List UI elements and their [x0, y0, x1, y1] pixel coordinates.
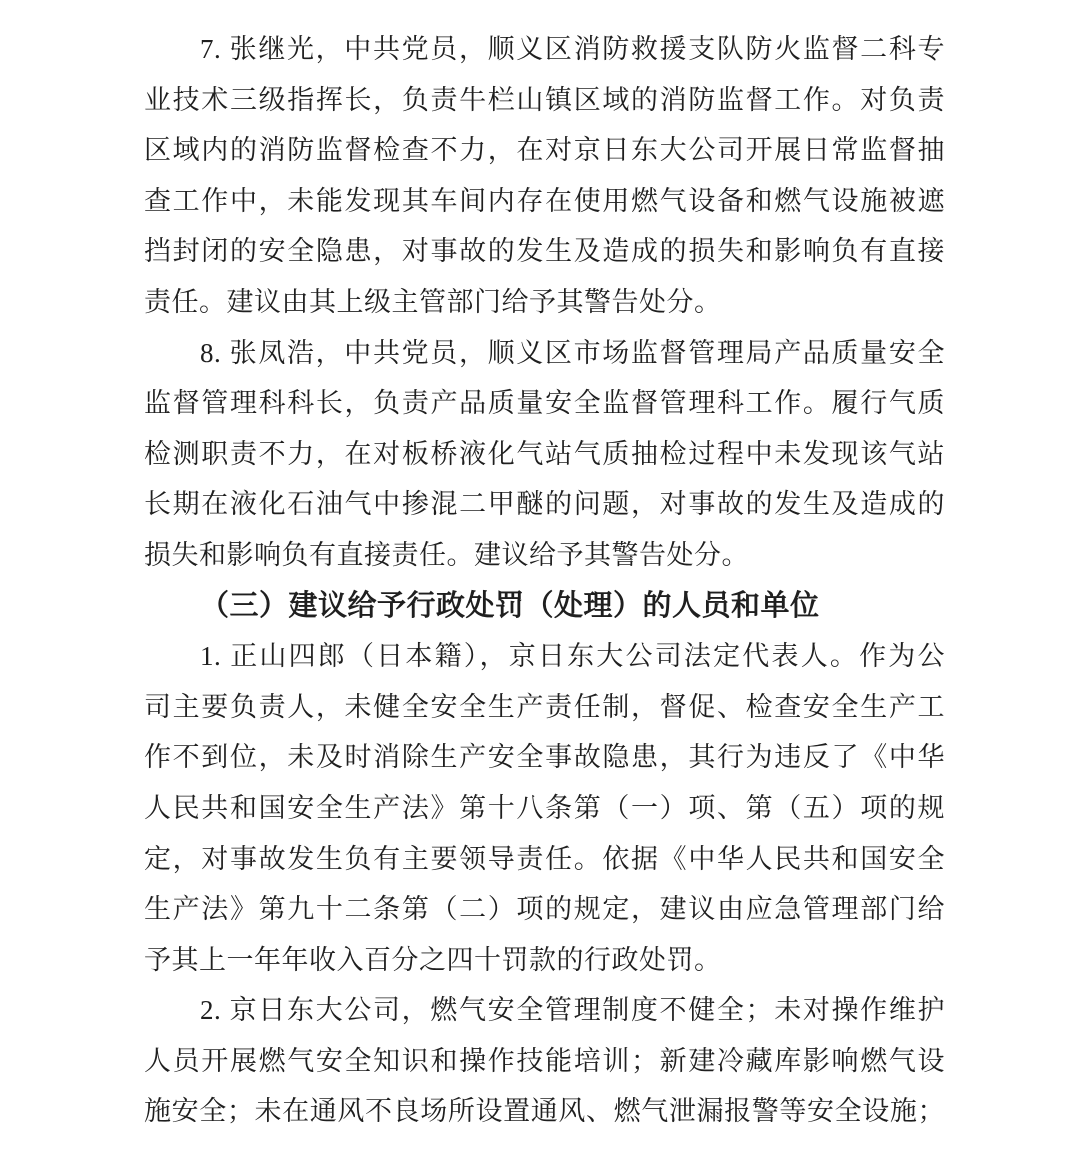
text-line: 7. 张继光，中共党员，顺义区消防救援支队防火监督二科专: [200, 34, 945, 64]
text-line: 损失和影响负有直接责任。建议给予其警告处分。: [144, 539, 749, 570]
paragraph: [144, 631, 945, 985]
text-line: 检测职责不力，在对板桥液化气站气质抽检过程中未发现该气站: [144, 438, 945, 469]
text-line: 1. 正山四郎（日本籍），京日东大公司法定代表人。作为公: [200, 641, 945, 672]
text-line: 司主要负责人，未健全安全生产责任制，督促、检查安全生产工: [144, 691, 945, 722]
paragraph: [144, 24, 945, 328]
text-line: 长期在液化石油气中掺混二甲醚的问题，对事故的发生及造成的: [144, 489, 945, 520]
text-line: 责任。建议由其上级主管部门给予其警告处分。: [144, 286, 722, 317]
text-line: 作不到位，未及时消除生产安全事故隐患，其行为违反了《中华: [144, 742, 945, 773]
paragraph: [144, 328, 945, 581]
text-line: 施安全；未在通风不良场所设置通风、燃气泄漏报警等安全设施；: [144, 1096, 945, 1127]
text-line: 区域内的消防监督检查不力，在对京日东大公司开展日常监督抽: [144, 135, 945, 166]
text-line: 人民共和国安全生产法》第十八条第（一）项、第（五）项的规: [144, 792, 945, 823]
text-line: 予其上一年年收入百分之四十罚款的行政处罚。: [144, 944, 722, 975]
document-body: [144, 24, 945, 1137]
text-line: 定，对事故发生负有主要领导责任。依据《中华人民共和国安全: [144, 843, 945, 874]
heading-text-line: （三）建议给予行政处罚（处理）的人员和单位: [200, 589, 820, 622]
text-line: 2. 京日东大公司，燃气安全管理制度不健全；未对操作维护: [200, 995, 945, 1026]
text-line: 生产法》第九十二条第（二）项的规定，建议由应急管理部门给: [144, 894, 945, 925]
text-line: 8. 张凤浩，中共党员，顺义区市场监督管理局产品质量安全: [200, 337, 945, 368]
paragraph: [144, 985, 945, 1137]
text-line: 挡封闭的安全隐患，对事故的发生及造成的损失和影响负有直接: [144, 236, 945, 267]
text-line: 业技术三级指挥长，负责牛栏山镇区域的消防监督工作。对负责: [144, 84, 945, 115]
text-line: 查工作中，未能发现其车间内存在使用燃气设备和燃气设施被遮: [144, 185, 945, 216]
section-heading: [144, 581, 945, 632]
text-line: 监督管理科科长，负责产品质量安全监督管理科工作。履行气质: [144, 388, 945, 419]
text-line: 人员开展燃气安全知识和操作技能培训；新建冷藏库影响燃气设: [144, 1045, 945, 1076]
